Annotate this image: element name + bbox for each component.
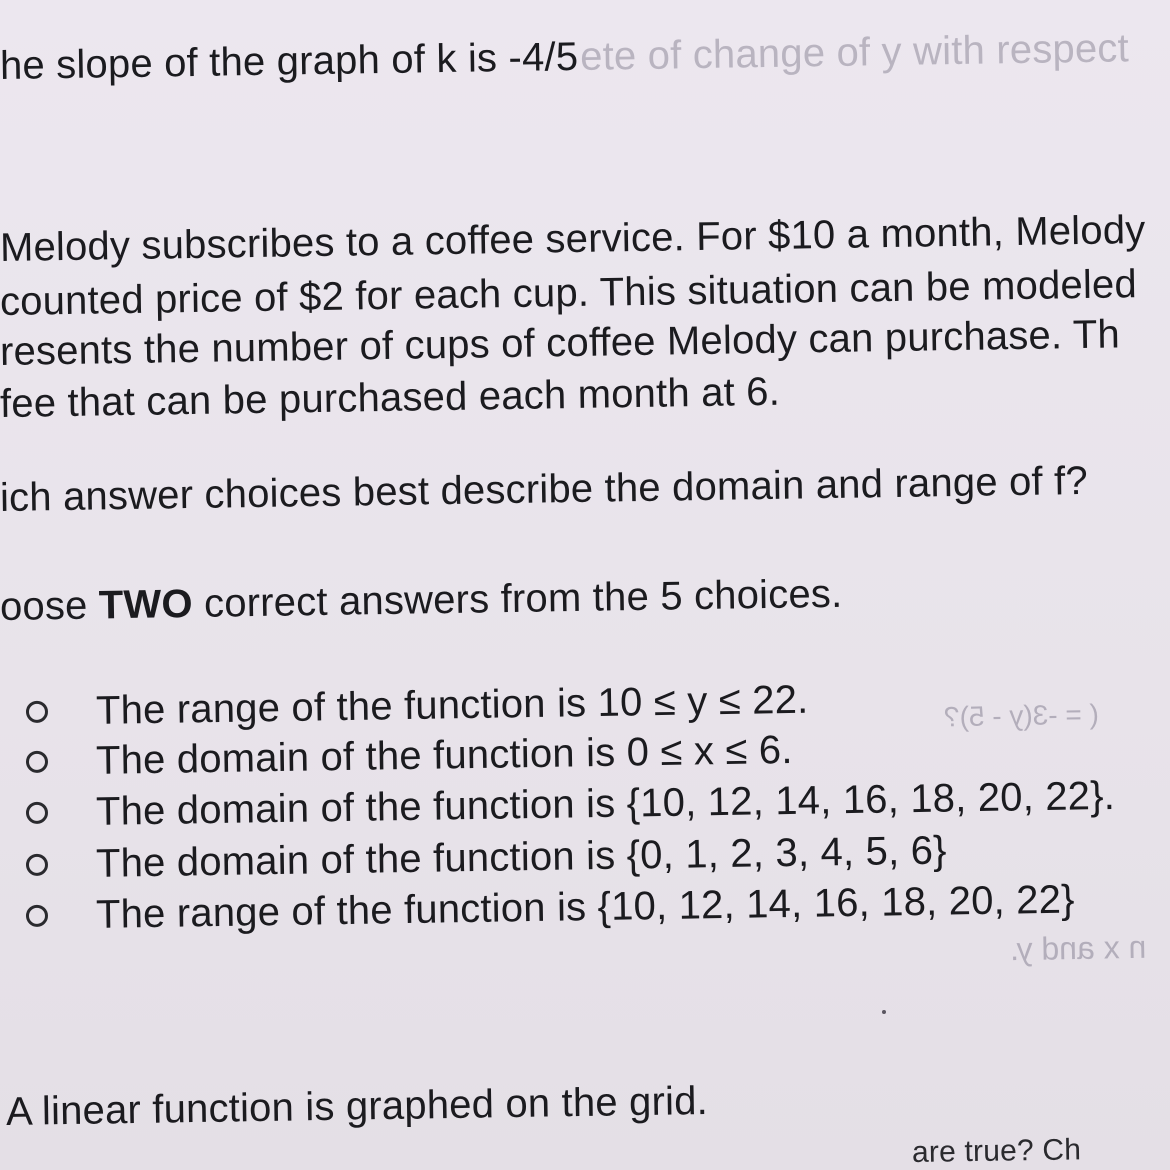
choice-label: The domain of the function is {0, 1, 2, 3, 4, 5, 6}	[95, 828, 947, 886]
answer-choice-1[interactable]	[26, 678, 809, 735]
radio-circle-icon[interactable]	[26, 802, 48, 824]
slope-statement	[0, 26, 1129, 89]
instruction-text	[0, 572, 843, 630]
question-text: ich answer choices best describe the domain and range of f?	[0, 458, 1089, 520]
answer-choice-2[interactable]	[26, 728, 793, 785]
problem-line-1: Melody subscribes to a coffee service. For $10 a month, Melody	[0, 208, 1146, 270]
bleed-through-formula: ( = -3(y - 5)?	[943, 698, 1100, 733]
radio-circle-icon[interactable]	[26, 701, 48, 723]
choice-label: The domain of the function is {10, 12, 14, 16, 18, 20, 22}.	[95, 773, 1116, 834]
answer-choice-3[interactable]	[26, 774, 1116, 836]
radio-circle-icon[interactable]	[26, 905, 48, 927]
bleed-through-text: ete of change of y with respect	[579, 26, 1130, 79]
instruction-prefix: oose	[0, 583, 100, 629]
choice-label: The range of the function is 10 ≤ y ≤ 22.	[95, 677, 809, 733]
choice-label: The domain of the function is 0 ≤ x ≤ 6.	[95, 727, 793, 783]
next-question-text: A linear function is graphed on the grid.	[5, 1078, 709, 1134]
problem-line-3: resents the number of cups of coffee Melody can purchase. Th	[0, 312, 1121, 374]
paper-speck	[882, 1010, 886, 1014]
radio-circle-icon[interactable]	[26, 751, 48, 773]
bleed-through-lower: n x and y.	[1009, 928, 1147, 968]
problem-line-4: fee that can be purchased each month at 6.	[0, 369, 781, 426]
problem-line-2: counted price of $2 for each cup. This situation can be modeled	[0, 262, 1138, 324]
instruction-suffix: correct answers from the 5 choices.	[192, 571, 843, 626]
next-question-partial: are true? Ch	[911, 1133, 1082, 1169]
radio-circle-icon[interactable]	[26, 854, 48, 876]
answer-choice-4[interactable]	[26, 829, 947, 888]
slope-text: he slope of the graph of k is -4/5	[0, 34, 579, 88]
instruction-bold: TWO	[98, 581, 194, 628]
choice-label: The range of the function is {10, 12, 14, 16, 18, 20, 22}	[95, 877, 1076, 937]
answer-choice-5[interactable]	[26, 878, 1075, 939]
